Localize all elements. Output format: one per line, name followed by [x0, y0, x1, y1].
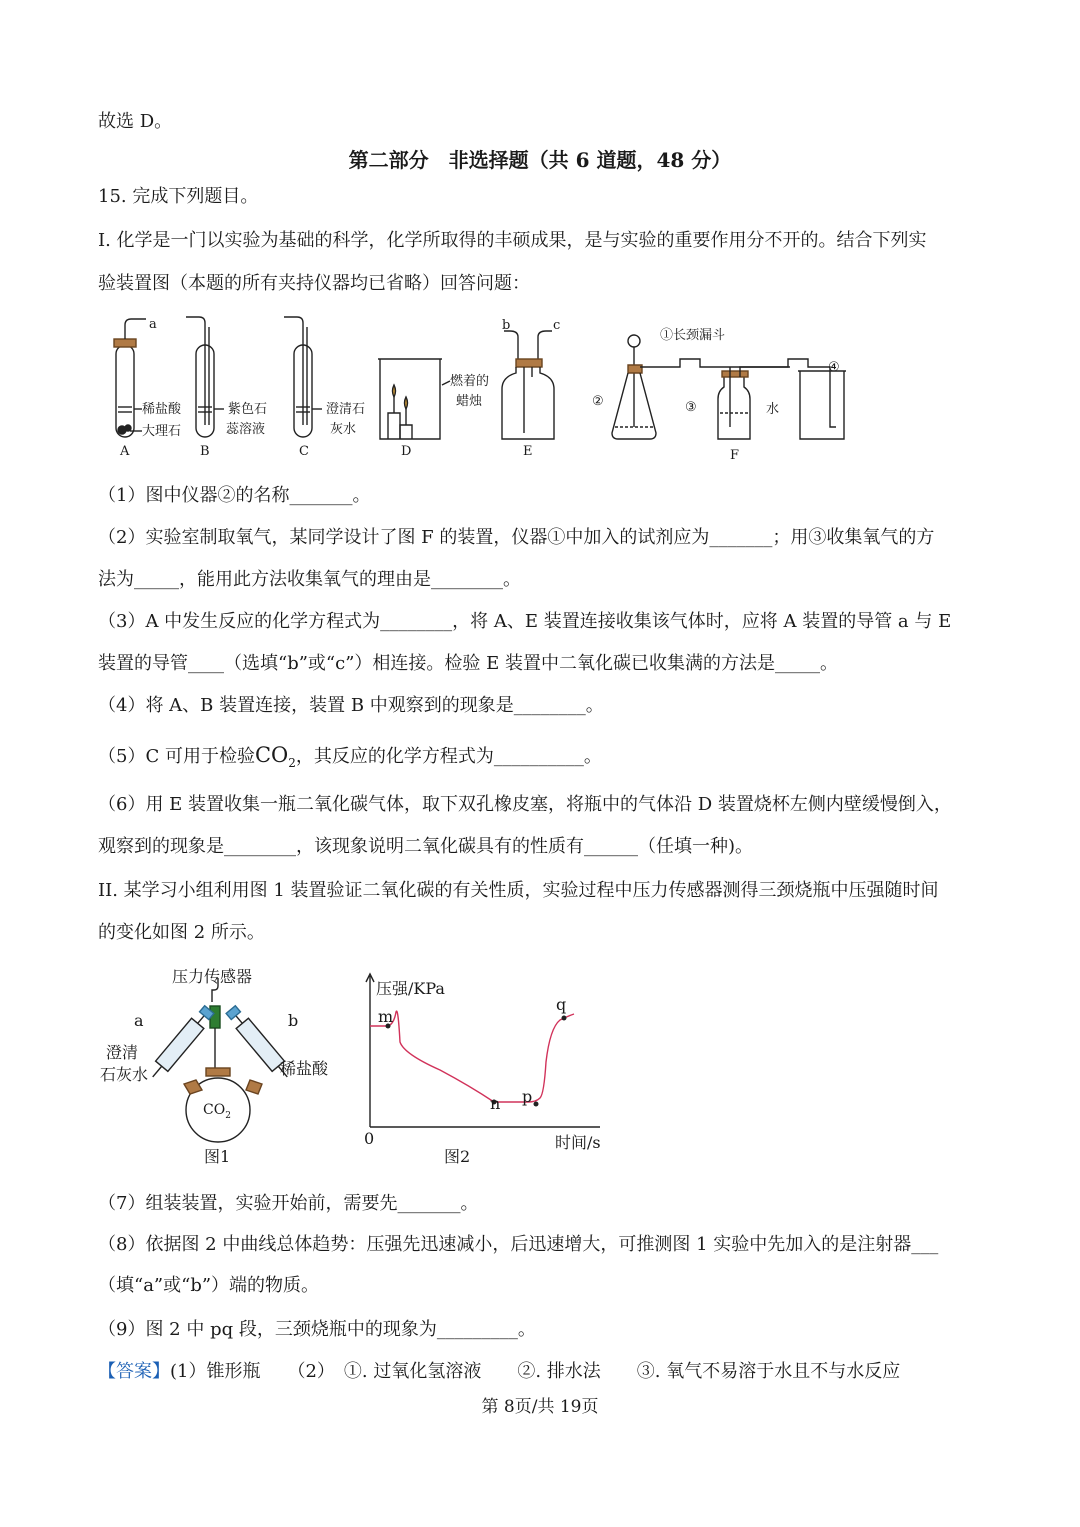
- label-q: q: [556, 995, 567, 1014]
- label-candle-1: 燃着的: [450, 374, 490, 389]
- text-line: 验装置图（本题的所有夹持仪器均已省略）回答问题：: [98, 273, 530, 294]
- caption-e: E: [523, 444, 533, 459]
- label-m: m: [378, 1007, 394, 1026]
- caption-figure-2: 图2: [444, 1147, 471, 1166]
- apparatus-b: [186, 317, 224, 437]
- origin-label: 0: [364, 1129, 375, 1148]
- label-syringe-a: a: [134, 1011, 144, 1030]
- label-2: ②: [592, 394, 604, 409]
- text-line: （4）将 A、B 装置连接，装置 B 中观察到的现象是________。: [98, 695, 604, 716]
- caption-b: B: [200, 444, 210, 459]
- label-p: p: [522, 1087, 533, 1106]
- text-line: （8）依据图 2 中曲线总体趋势：压强先迅速减小，后迅速增大，可推测图 1 实验中先加入的是注射器___: [98, 1234, 939, 1255]
- label-funnel: ①长颈漏斗: [660, 328, 726, 343]
- label-3: ③: [685, 400, 697, 415]
- caption-figure-1: 图1: [204, 1147, 231, 1166]
- apparatus-d: [378, 359, 450, 439]
- label-co2: $CO_2$: [203, 1102, 231, 1121]
- apparatus-e: [502, 331, 554, 439]
- text-line: [98, 743, 602, 775]
- text-line: （填“a”或“b”）端的物质。: [98, 1275, 320, 1296]
- text-line: 的变化如图 2 所示。: [98, 922, 265, 943]
- label-marble: 大理石: [142, 424, 182, 439]
- q5-suffix: ，其反应的化学方程式为__________。: [295, 746, 602, 767]
- label-limewater-2: 石灰水: [100, 1065, 149, 1084]
- text-line: （2）实验室制取氧气，某同学设计了图 F 的装置，仪器①中加入的试剂应为_______；用③收集氧气的方: [98, 527, 935, 548]
- text-line: 观察到的现象是________，该现象说明二氧化碳具有的性质有______（任填一种)。: [98, 836, 754, 857]
- text-line: 15. 完成下列题目。: [98, 186, 259, 207]
- apparatus-a: [114, 319, 146, 437]
- label-pressure-sensor: 压力传感器: [172, 967, 253, 986]
- apparatus-figure: [100, 315, 860, 465]
- text-line: （1）图中仪器②的名称_______。: [98, 485, 371, 506]
- text-line: 装置的导管____（选填“b”或“c”）相连接。检验 E 装置中二氧化碳已收集满的方法是_____。: [98, 653, 838, 674]
- text-line: （3）A 中发生反应的化学方程式为________，将 A、E 装置连接收集该气体时，应将 A 装置的导管 a 与 E: [98, 611, 952, 632]
- caption-c: C: [299, 444, 309, 459]
- section-title: 第二部分 非选择题（共 6 道题，48 分）: [348, 148, 732, 172]
- label-water: 水: [766, 402, 780, 417]
- caption-f: F: [730, 448, 740, 463]
- page-footer: 第 8页/共 19页: [481, 1397, 599, 1417]
- label-4: ④: [828, 360, 840, 375]
- figure-2: [360, 962, 620, 1172]
- text-line: 法为_____，能用此方法收集氧气的理由是________。: [98, 569, 521, 590]
- label-litmus-2: 蕊溶液: [226, 422, 266, 437]
- label-litmus-1: 紫色石: [228, 402, 268, 417]
- x-axis-label: 时间/s: [555, 1133, 601, 1152]
- label-hcl: 稀盐酸: [142, 402, 182, 417]
- point-p: [534, 1102, 539, 1107]
- label-a: a: [149, 317, 157, 332]
- label-n: n: [490, 1094, 501, 1113]
- label-limewater-1: 澄清: [106, 1043, 139, 1062]
- text-line: II. 某学习小组利用图 1 装置验证二氧化碳的有关性质，实验过程中压力传感器测得三颈烧瓶中压强随时间: [98, 880, 939, 901]
- co2-formula: $CO_2$: [254, 743, 296, 771]
- label-b: b: [502, 318, 511, 333]
- text-line: （9）图 2 中 pq 段，三颈烧瓶中的现象为_________。: [98, 1319, 536, 1340]
- answer-line: [98, 1360, 900, 1384]
- text-line: （6）用 E 装置收集一瓶二氧化碳气体，取下双孔橡皮塞，将瓶中的气体沿 D 装置烧杯左侧内壁缓慢倒入，: [98, 794, 952, 815]
- point-q: [562, 1016, 567, 1021]
- label-limewater-2: 灰水: [330, 422, 357, 437]
- answer-tag: 【答案】: [98, 1361, 170, 1382]
- q5-prefix: （5）C 可用于检验: [98, 746, 255, 767]
- text-line: 故选 D。: [98, 111, 173, 132]
- caption-d: D: [401, 444, 412, 459]
- caption-a: A: [120, 444, 130, 459]
- apparatus-c: [284, 317, 322, 437]
- figure-1: [100, 962, 360, 1172]
- label-c: c: [553, 318, 561, 333]
- label-hcl: 稀盐酸: [280, 1059, 329, 1078]
- text-line: （7）组装装置，实验开始前，需要先_______。: [98, 1193, 479, 1214]
- apparatus-f: [612, 335, 846, 439]
- label-syringe-b: b: [288, 1011, 299, 1030]
- pressure-curve: [370, 1011, 574, 1102]
- label-candle-2: 蜡烛: [456, 394, 483, 409]
- answer-body: (1）锥形瓶 （2） ①. 过氧化氢溶液 ②. 排水法 ③. 氧气不易溶于水且不与水反应: [170, 1361, 901, 1382]
- y-axis-label: 压强/KPa: [376, 979, 445, 998]
- label-limewater-1: 澄清石: [326, 402, 366, 417]
- text-line: I. 化学是一门以实验为基础的科学，化学所取得的丰硕成果，是与实验的重要作用分不开的。结合下列实: [98, 230, 927, 251]
